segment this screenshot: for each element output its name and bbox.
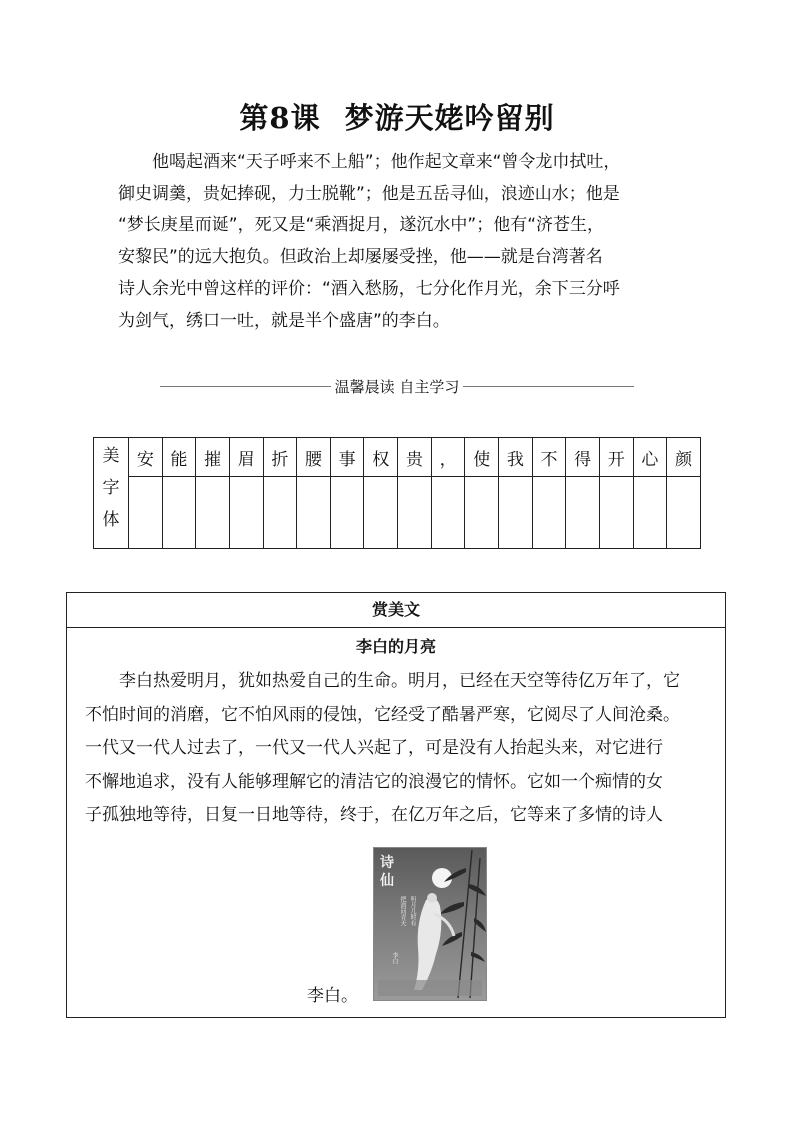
practice-cell[interactable]	[599, 477, 633, 549]
essay-box	[66, 592, 726, 1018]
grid-char: ，	[431, 438, 465, 477]
essay-line: 一代又一代人过去了，一代又一代人兴起了，可是没有人抬起头来，对它进行	[85, 738, 663, 758]
section-banner-label: 温馨晨读 自主学习	[334, 377, 460, 396]
grid-char: 摧	[196, 438, 230, 477]
lesson-number: 第8课	[239, 101, 321, 135]
grid-char: 颜	[667, 438, 701, 477]
grid-practice-row	[94, 477, 701, 549]
grid-char: 我	[499, 438, 533, 477]
grid-char: 腰	[297, 438, 331, 477]
practice-cell[interactable]	[330, 477, 364, 549]
intro-paragraph	[118, 147, 688, 337]
practice-cell[interactable]	[297, 477, 331, 549]
intro-line: 御史调羹，贵妃捧砚，力士脱靴”；他是五岳寻仙，浪迹山水；他是	[118, 183, 620, 204]
grid-char: 权	[364, 438, 398, 477]
grid-char: 事	[330, 438, 364, 477]
grid-char: 贵	[398, 438, 432, 477]
essay-line: 不怕时间的消磨，它不怕风雨的侵蚀，它经受了酷暑严寒，它阅尽了人间沧桑。	[85, 704, 680, 725]
practice-cell[interactable]	[398, 477, 432, 549]
practice-cell[interactable]	[566, 477, 600, 549]
practice-cell[interactable]	[499, 477, 533, 549]
practice-cell[interactable]	[229, 477, 263, 549]
practice-cell[interactable]	[196, 477, 230, 549]
grid-character-row	[94, 438, 701, 477]
grid-char: 折	[263, 438, 297, 477]
intro-line: 他喝起酒来“天子呼来不上船”；他作起文章来“曾令龙巾拭吐，	[152, 152, 621, 172]
illustration-caption: 明月几时有	[409, 896, 416, 926]
practice-cell[interactable]	[465, 477, 499, 549]
practice-cell[interactable]	[364, 477, 398, 549]
grid-char: 眉	[229, 438, 263, 477]
section-banner	[160, 375, 634, 397]
intro-line: 为剑气，绣口一吐，就是半个盛唐”的李白。	[118, 310, 450, 331]
calligraphy-practice-grid	[93, 437, 701, 549]
practice-cell[interactable]	[129, 477, 163, 549]
intro-line: 安黎民”的远大抱负。但政治上却屡屡受挫，他——就是台湾著名	[118, 247, 603, 268]
essay-body	[85, 665, 709, 833]
practice-cell[interactable]	[162, 477, 196, 549]
illustration-signature: 李白	[391, 952, 398, 964]
grid-char: 能	[162, 438, 196, 477]
divider	[463, 386, 634, 387]
grid-char: 心	[633, 438, 667, 477]
illustration-caption: 把酒问青天	[399, 896, 406, 926]
practice-cell[interactable]	[431, 477, 465, 549]
essay-title: 李白的月亮	[355, 637, 436, 656]
bottom-stamp	[378, 980, 482, 996]
grid-label: 美 字 体	[94, 438, 129, 549]
grid-char: 使	[465, 438, 499, 477]
intro-line: “梦长庚星而诞”，死又是“乘酒捉月，遂沉水中”；他有“济苍生，	[118, 215, 605, 236]
practice-cell[interactable]	[263, 477, 297, 549]
practice-cell[interactable]	[532, 477, 566, 549]
essay-ending: 李白。	[307, 986, 358, 1006]
essay-line: 不懈地追求，没有人能够理解它的清洁它的浪漫它的情怀。它如一个痴情的女	[85, 771, 663, 792]
essay-line: 子孤独地等待，日复一日地等待，终于，在亿万年之后，它等来了多情的诗人	[85, 805, 663, 825]
practice-cell[interactable]	[667, 477, 701, 549]
poet-illustration	[373, 847, 487, 1001]
grid-char: 开	[599, 438, 633, 477]
practice-cell[interactable]	[633, 477, 667, 549]
intro-line: 诗人余光中曾这样的评价：“酒入愁肠，七分化作月光，余下三分呼	[118, 278, 620, 299]
grid-char: 得	[566, 438, 600, 477]
grid-char: 不	[532, 438, 566, 477]
page-title	[0, 96, 794, 137]
essay-category: 赏美文	[67, 593, 725, 628]
divider	[160, 386, 331, 387]
essay-line: 李白热爱明月，犹如热爱自己的生命。明月，已经在天空等待亿万年了，它	[119, 671, 680, 691]
grid-char: 安	[129, 438, 163, 477]
illustration-title: 诗仙	[380, 855, 394, 889]
lesson-name: 梦游天姥吟留别	[344, 101, 555, 135]
